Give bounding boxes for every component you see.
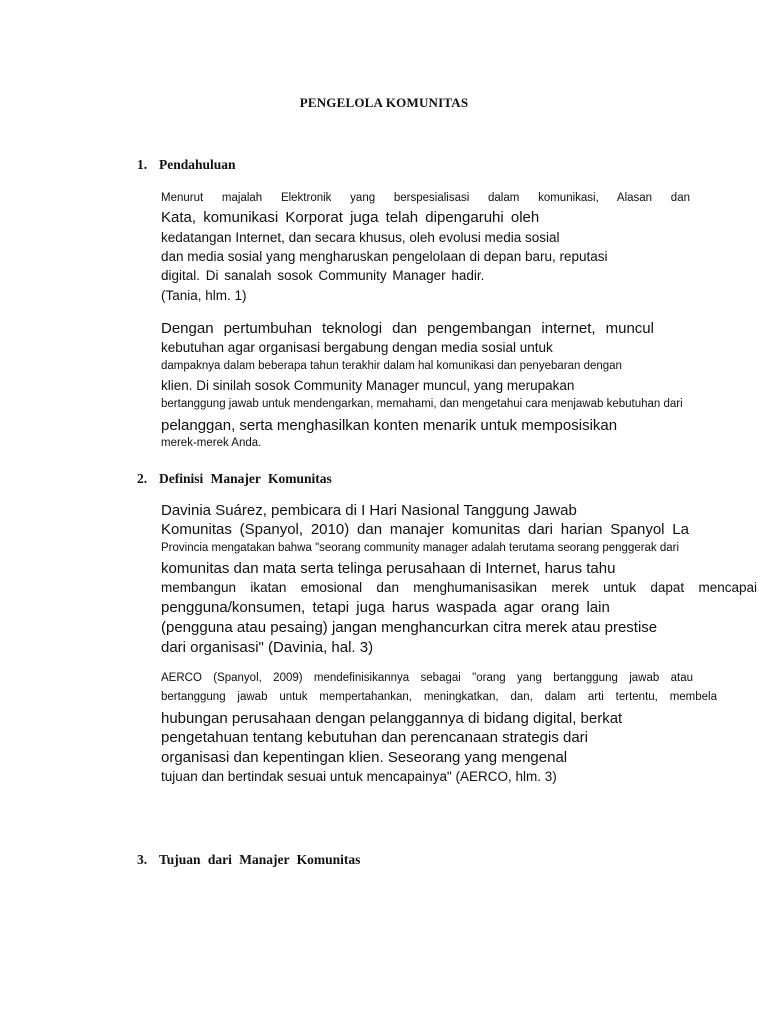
paragraph-line: Menurut majalah Elektronik yang berspesialisasi dalam komunikasi, Alasan dan (161, 192, 690, 204)
paragraph-line: pengetahuan tentang kebutuhan dan perencanaan strategis dari (161, 729, 589, 746)
paragraph-line: dan media sosial yang mengharuskan pengelolaan di depan baru, reputasi (161, 249, 608, 264)
paragraph-line: komunitas dan mata serta telinga perusahaan di Internet, harus tahu (161, 560, 616, 577)
paragraph-line: dampaknya dalam beberapa tahun terakhir dalam hal komunikasi dan penyebaran dengan (161, 360, 622, 372)
section-title: Pendahuluan (159, 157, 236, 172)
paragraph-line: tujuan dan bertindak sesuai untuk mencapainya" (AERCO, hlm. 3) (161, 769, 557, 784)
paragraph-line: pelanggan, serta menghasilkan konten menarik untuk memposisikan (161, 417, 618, 434)
paragraph-line: digital. Di sanalah sosok Community Manager hadir. (161, 268, 485, 283)
section-heading-tujuan (137, 852, 360, 868)
section-heading-pendahuluan (137, 157, 236, 173)
paragraph-line: merek-merek Anda. (161, 437, 262, 449)
section-title: Tujuan dari Manajer Komunitas (159, 852, 361, 867)
paragraph-line: (Tania, hlm. 1) (161, 288, 247, 303)
paragraph-line: bertanggung jawab untuk mendengarkan, memahami, dan mengetahui cara menjawab kebutuhan dari (161, 398, 683, 410)
paragraph-line: (pengguna atau pesaing) jangan menghancurkan citra merek atau prestise (161, 619, 658, 636)
page-title: PENGELOLA KOMUNITAS (299, 95, 469, 110)
paragraph-line: hubungan perusahaan dengan pelanggannya di bidang digital, berkat (161, 710, 623, 727)
paragraph-line: pengguna/konsumen, tetapi juga harus waspada agar orang lain (161, 599, 610, 616)
section-number: 3. (137, 852, 148, 867)
section-number: 2. (137, 471, 148, 486)
paragraph-line: Kata, komunikasi Korporat juga telah dipengaruhi oleh (161, 209, 540, 226)
paragraph-line: bertanggung jawab untuk mempertahankan, meningkatkan, dan, dalam arti tertentu, membela (161, 691, 717, 703)
paragraph-line: membangun ikatan emosional dan menghumanisasikan merek untuk dapat mencapai (161, 580, 757, 595)
paragraph-line: Dengan pertumbuhan teknologi dan pengembangan internet, muncul (161, 320, 654, 337)
paragraph-line: Komunitas (Spanyol, 2010) dan manajer komunitas dari harian Spanyol La (161, 521, 689, 538)
paragraph-line: kedatangan Internet, dan secara khusus, oleh evolusi media sosial (161, 230, 560, 245)
paragraph-line: dari organisasi" (Davinia, hal. 3) (161, 639, 374, 656)
paragraph-line: Provincia mengatakan bahwa "seorang community manager adalah terutama seorang penggerak dari (161, 542, 680, 554)
section-title: Definisi Manajer Komunitas (159, 471, 332, 486)
paragraph-line: AERCO (Spanyol, 2009) mendefinisikannya sebagai "orang yang bertanggung jawab atau (161, 672, 693, 684)
paragraph-line: Davinia Suárez, pembicara di I Hari Nasional Tanggung Jawab (161, 502, 577, 519)
section-heading-definisi (137, 471, 332, 487)
paragraph-line: klien. Di sinilah sosok Community Manager muncul, yang merupakan (161, 378, 575, 393)
paragraph-line: kebutuhan agar organisasi bergabung dengan media sosial untuk (161, 340, 553, 355)
paragraph-line: organisasi dan kepentingan klien. Seseorang yang mengenal (161, 749, 568, 766)
section-number: 1. (137, 157, 148, 172)
